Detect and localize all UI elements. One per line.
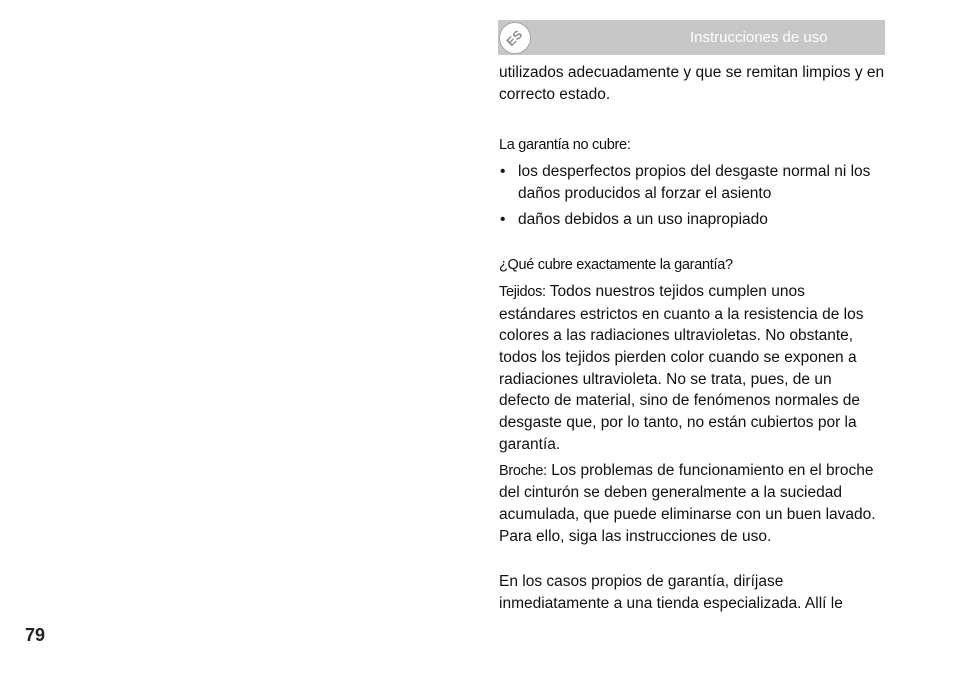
not-covered-list	[499, 161, 885, 230]
page-content	[499, 62, 885, 615]
fabrics-text: Todos nuestros tejidos cumplen unos estándares estrictos en cuanto a la resistencia de los colores a las radiaciones ultravioletas. No obstante, todos los tejidos pierden color cuando se exponen a radiaciones ultravioleta. No se trata, pues, de un defecto de material, sino de fenómenos normales de desgaste que, por lo tanto, no están cubiertos por la garantía.	[499, 282, 864, 453]
fabrics-label: Tejidos:	[499, 283, 546, 300]
language-badge	[499, 22, 531, 54]
buckle-label: Broche:	[499, 462, 547, 479]
list-item	[499, 161, 885, 204]
list-item-text: los desperfectos propios del desgaste normal ni los daños producidos al forzar el asiento	[518, 163, 871, 202]
bullet-icon: •	[500, 210, 506, 228]
header-title: Instrucciones de uso	[690, 29, 828, 46]
buckle-text: Los problemas de funcionamiento en el broche del cinturón se deben generalmente a la suciedad acumulada, que puede eliminarse con un buen lavado. Para ello, siga las instrucciones de uso.	[499, 461, 876, 545]
not-covered-heading: La garantía no cubre:	[499, 137, 631, 154]
list-item	[499, 209, 885, 231]
list-item-text: daños debidos a un uso inapropiado	[518, 210, 768, 228]
buckle-paragraph	[499, 460, 885, 548]
language-code: ES	[504, 27, 526, 49]
covered-heading: ¿Qué cubre exactamente la garantía?	[499, 257, 733, 274]
bullet-icon: •	[500, 163, 506, 181]
page-number: 79	[25, 625, 46, 645]
closing-paragraph: En los casos propios de garantía, diríjase inmediatamente a una tienda especializada. Allí le	[499, 573, 843, 613]
fabrics-paragraph	[499, 281, 885, 456]
intro-paragraph: utilizados adecuadamente y que se remitan limpios y en correcto estado.	[499, 64, 885, 103]
